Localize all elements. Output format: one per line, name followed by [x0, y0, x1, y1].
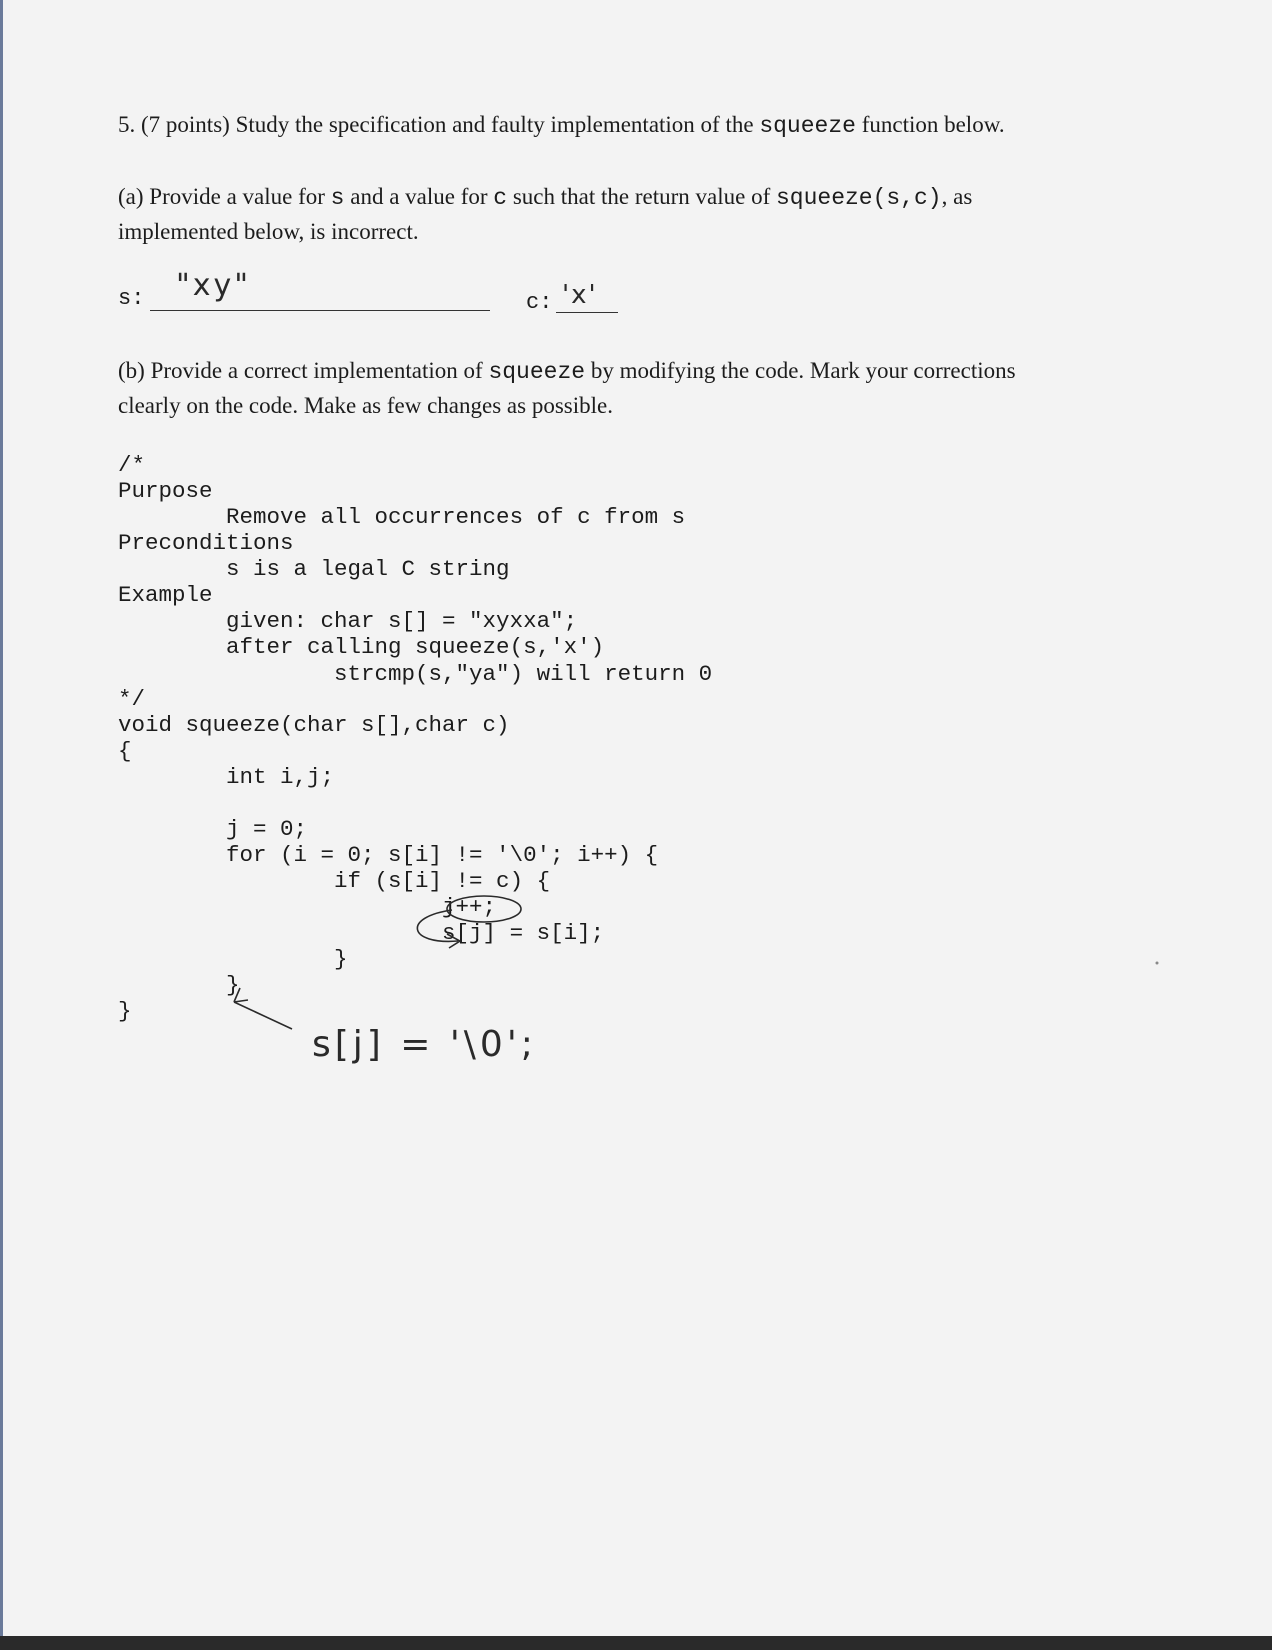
code-line-20: }	[118, 972, 240, 998]
insert-arrowhead	[234, 988, 248, 1002]
part-b-func: squeeze	[488, 359, 586, 385]
code-line-17: j++;	[118, 894, 497, 920]
code-line-21: }	[118, 998, 132, 1024]
question-text-before: Study the specification and faulty implementation of the	[235, 112, 754, 137]
question-number: 5.	[118, 112, 136, 137]
part-b-text-1: (b) Provide a correct implementation of	[118, 358, 483, 383]
c-label: c:	[526, 290, 553, 315]
code-line-15: for (i = 0; s[i] != '\0'; i++) {	[118, 842, 659, 868]
s-label: s:	[118, 286, 145, 311]
question-points: (7 points)	[141, 112, 230, 137]
part-a-c: c	[493, 185, 508, 211]
s-answer: "xy"	[176, 268, 252, 303]
code-line-14: j = 0;	[118, 816, 308, 842]
circle-mark	[447, 896, 521, 922]
part-a-text-4: , as	[941, 184, 973, 209]
code-line-12: {	[118, 738, 132, 764]
code-line-19: }	[118, 946, 348, 972]
code-line-2: Purpose	[118, 478, 213, 504]
scan-bottom-edge	[0, 1636, 1272, 1650]
part-a-line-2: implemented below, is incorrect.	[118, 219, 419, 244]
code-line-1: /*	[118, 452, 146, 478]
code-line-8: after calling squeeze(s,'x')	[118, 634, 605, 660]
c-answer: 'x'	[562, 280, 598, 310]
part-a-text-3: such that the return value of	[512, 184, 771, 209]
code-line-5: s is a legal C string	[118, 556, 510, 582]
part-a-text-1: (a) Provide a value for	[118, 184, 325, 209]
code-line-11: void squeeze(char s[],char c)	[118, 712, 510, 738]
code-line-10: */	[118, 686, 146, 712]
code-line-16: if (s[i] != c) {	[118, 868, 551, 894]
part-b-line-2: clearly on the code. Make as few changes as possible.	[118, 393, 613, 418]
handwritten-fix: s[j] = '\0';	[312, 1024, 537, 1065]
part-a-call: squeeze(s,c)	[775, 185, 942, 211]
part-b-text-2: by modifying the code. Mark your corrections	[590, 358, 1016, 383]
code-line-13: int i,j;	[118, 764, 335, 790]
part-a-text-2: and a value for	[350, 184, 488, 209]
question-text-after: function below.	[861, 112, 1005, 137]
insert-arrow	[234, 1002, 292, 1029]
code-line-18: s[j] = s[i];	[118, 920, 605, 946]
code-line-7: given: char s[] = "xyxxa";	[118, 608, 578, 634]
code-line-9: strcmp(s,"ya") will return 0	[118, 661, 713, 687]
code-line-6: Example	[118, 582, 213, 608]
stray-dot	[1156, 962, 1159, 965]
part-a-s: s	[330, 185, 345, 211]
code-line-4: Preconditions	[118, 530, 294, 556]
code-line-3: Remove all occurrences of c from s	[118, 504, 686, 530]
func-name: squeeze	[759, 113, 856, 139]
